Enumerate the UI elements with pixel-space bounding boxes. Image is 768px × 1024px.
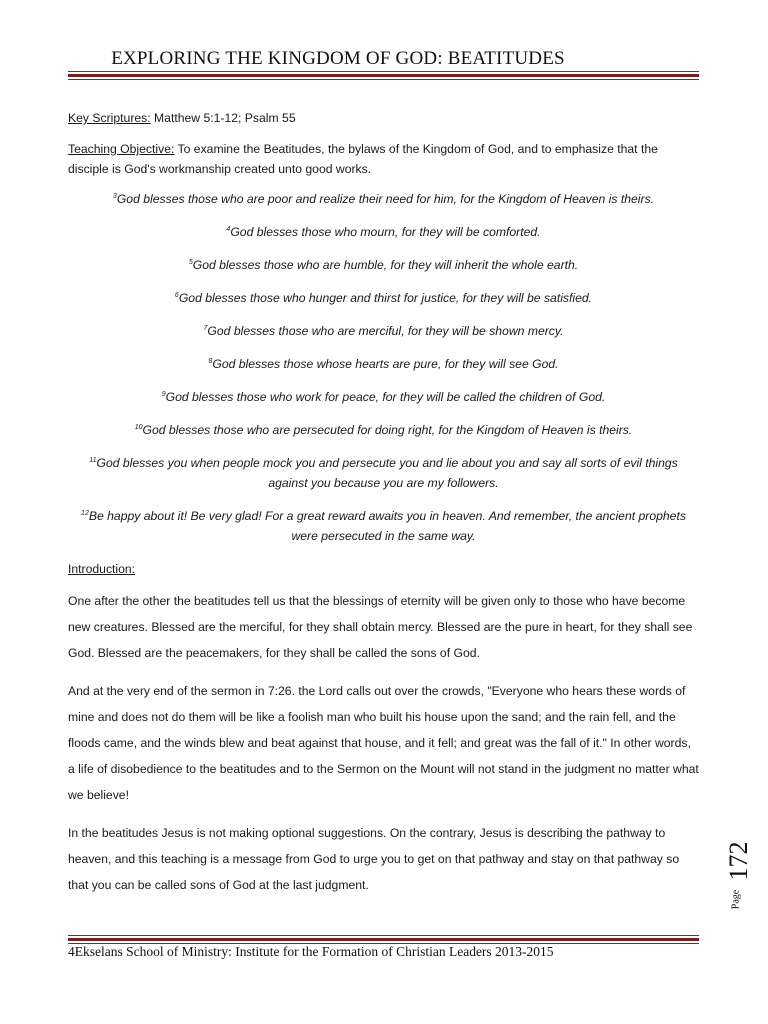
verse	[68, 288, 699, 308]
document-body	[68, 108, 699, 910]
page-footer: 4Ekselans School of Ministry: Institute for the Formation of Christian Leaders 2013-2015	[68, 944, 554, 959]
verse-text: God blesses those who are humble, for they will inherit the whole earth.	[192, 258, 579, 272]
footer-divider	[68, 935, 699, 944]
verse-number: 7	[203, 324, 208, 332]
verse-text: God blesses those who mourn, for they will be comforted.	[230, 225, 541, 239]
verse-number: 9	[161, 390, 166, 398]
verse-text: God blesses those who are merciful, for they will be shown mercy.	[207, 324, 564, 338]
verse	[68, 453, 699, 493]
teaching-objective-label: Teaching Objective:	[68, 142, 175, 156]
verse-text: God blesses those who are poor and realize their need for him, for the Kingdom of Heaven is theirs.	[116, 192, 655, 206]
verse-number: 3	[112, 192, 117, 200]
verse-text: God blesses those who work for peace, for they will be called the children of God.	[165, 390, 606, 404]
verse	[68, 189, 699, 209]
header-divider	[68, 71, 699, 80]
paragraph: One after the other the beatitudes tell us that the blessings of eternity will be given only to those who have become new creatures. Blessed are the merciful, for they shall obtain mercy. Blessed are the pure in heart, for they shall see God. Blessed are the peacemakers, for they shall be called the sons of God.	[68, 594, 693, 660]
verse-text: God blesses those who hunger and thirst for justice, for they will be satisfied.	[178, 291, 593, 305]
verse-number: 12	[81, 509, 89, 517]
verse	[68, 387, 699, 407]
page-number: 172	[724, 841, 753, 881]
verse	[68, 420, 699, 440]
verse-text: God blesses those whose hearts are pure, for they will see God.	[212, 357, 559, 371]
introduction-heading	[68, 559, 699, 579]
verse-number: 6	[174, 291, 179, 299]
verse	[68, 506, 699, 546]
verse-text: Be happy about it! Be very glad! For a great reward awaits you in heaven. And remember, the ancient prophets were persecuted in the same way.	[88, 509, 686, 543]
page-header-title: EXPLORING THE KINGDOM OF GOD: BEATITUDES	[111, 48, 565, 69]
verse-number: 5	[188, 258, 193, 266]
key-scriptures	[68, 108, 699, 128]
verse	[68, 321, 699, 341]
verse-number: 11	[89, 456, 97, 464]
teaching-objective	[68, 139, 699, 179]
introduction-label: Introduction:	[68, 562, 136, 576]
page-word: Page	[730, 889, 742, 910]
verse-number: 10	[134, 423, 143, 431]
verse-number: 4	[226, 225, 231, 233]
verse	[68, 222, 699, 242]
paragraph: And at the very end of the sermon in 7:26. the Lord calls out over the crowds, "Everyone who hears these words of mine and does not do them will be like a foolish man who built his house upon the sand; and the rain fell, and the floods came, and the winds blew and beat against that house, and it fell; and great was the fall of it." In other words, a life of disobedience to the beatitudes and to the Sermon on the Mount will not stand in the judgment no matter what we believe!	[68, 684, 699, 802]
verse	[68, 255, 699, 275]
verse-text: God blesses those who are persecuted for doing right, for the Kingdom of Heaven is theirs.	[142, 423, 633, 437]
key-scriptures-label: Key Scriptures:	[68, 111, 151, 125]
verse-text: God blesses you when people mock you and persecute you and lie about you and say all sorts of evil things against you because you are my followers.	[96, 456, 678, 490]
verse-number: 8	[208, 357, 213, 365]
teaching-objective-value: To examine the Beatitudes, the bylaws of the Kingdom of God, and to emphasize that the disciple is God's workmanship created unto good works.	[68, 142, 658, 176]
paragraph: In the beatitudes Jesus is not making optional suggestions. On the contrary, Jesus is describing the pathway to heaven, and this teaching is a message from God to urge you to get on that pathway and stay on that pathway so that you can be called sons of God at the last judgment.	[68, 826, 680, 892]
page-number-label	[724, 820, 754, 920]
key-scriptures-value: Matthew 5:1-12; Psalm 55	[150, 111, 296, 125]
verse	[68, 354, 699, 374]
